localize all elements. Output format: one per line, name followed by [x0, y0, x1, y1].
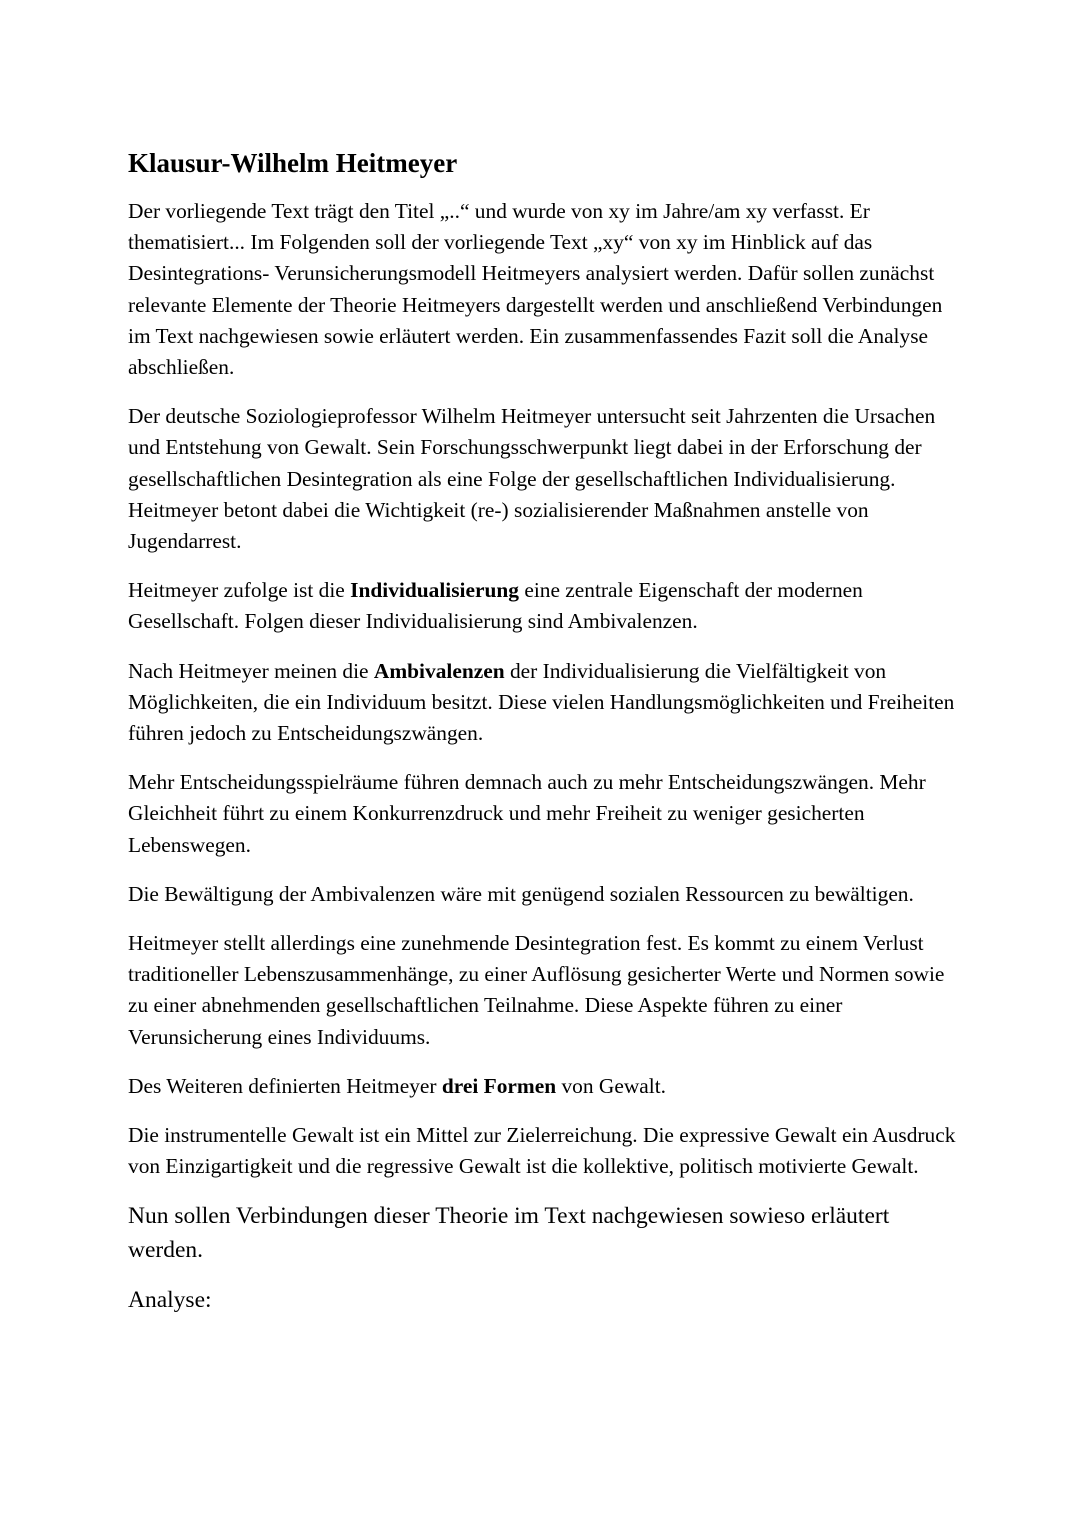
paragraph-desintegration: Heitmeyer stellt allerdings eine zunehmende Desintegration fest. Es kommt zu einem Verlust traditioneller Lebenszusammenhänge, zu einer Auflösung gesicherter Werte und Normen sowie zu einer abnehmenden gesellschaftlichen Teilnahme. Diese Aspekte führen zu einer Verunsicherung eines Individuums. [128, 931, 945, 1049]
text-segment: Nach Heitmeyer meinen die [128, 658, 374, 683]
paragraph-ambivalenzen [128, 656, 958, 750]
paragraph-gewaltformen-intro [128, 1071, 958, 1102]
document-page [128, 143, 958, 1335]
paragraph-gewaltformen: Die instrumentelle Gewalt ist ein Mittel zur Zielerreichung. Die expressive Gewalt ein Ausdruck von Einzigartigkeit und die regressive Gewalt ist die kollektive, politisch motivierte Gewalt. [128, 1123, 956, 1179]
heading-analyse: Analyse: [128, 1287, 212, 1314]
paragraph-entscheidungszwaenge: Mehr Entscheidungsspielräume führen demnach auch zu mehr Entscheidungszwängen. Mehr Gleichheit führt zu einem Konkurrenzdruck und mehr Freiheit zu weniger gesicherten Lebenswegen. [128, 770, 926, 857]
bold-term-ambivalenzen: Ambivalenzen [373, 658, 505, 683]
paragraph-bewaeltigung: Die Bewältigung der Ambivalenzen wäre mit genügend sozialen Ressourcen zu bewältigen. [128, 881, 914, 906]
text-segment: eine zentrale Eigenschaft der modernen Gesellschaft. Folgen dieser Individualisierung sind Ambivalenzen. [128, 578, 863, 634]
paragraph-heitmeyer-background: Der deutsche Soziologieprofessor Wilhelm Heitmeyer untersucht seit Jahrzenten die Ursachen und Entstehung von Gewalt. Sein Forschungsschwerpunkt liegt dabei in der Erforschung der gesellschaftlichen Desintegration als eine Folge der gesellschaftlichen Individualisierung. Heitmeyer betont dabei die Wichtigkeit (re-) sozialisierender Maßnahmen anstelle von Jugendarrest. [128, 404, 936, 554]
paragraph-individualisierung [128, 575, 958, 637]
paragraph-introduction: Der vorliegende Text trägt den Titel „..“ und wurde von xy im Jahre/am xy verfasst. Er thematisiert... Im Folgenden soll der vorliegende Text „xy“ von xy im Hinblick auf das Desintegrations- Verunsicherungsmodell Heitmeyers analysiert werden. Dafür sollen zunächst relevante Elemente der Theorie Heitmeyers dargestellt werden und anschließend Verbindungen im Text nachgewiesen sowie erläutert werden. Ein zusammenfassendes Fazit soll die Analyse abschließen. [128, 199, 943, 380]
paragraph-transition: Nun sollen Verbindungen dieser Theorie im Text nachgewiesen sowieso erläutert werden. [128, 1203, 890, 1263]
text-segment: Heitmeyer zufolge ist die [128, 578, 351, 603]
text-segment: Des Weiteren definierten Heitmeyer [128, 1073, 442, 1098]
bold-term-individualisierung: Individualisierung [350, 578, 519, 603]
text-segment: der Individualisierung die Vielfältigkeit von Möglichkeiten, die ein Individuum besitzt. Diese vielen Handlungsmöglichkeiten und Freiheiten führen jedoch zu Entscheidungszwängen. [128, 658, 955, 746]
text-segment: von Gewalt. [556, 1073, 667, 1098]
bold-term-drei-formen: drei Formen [441, 1073, 557, 1098]
document-title: Klausur-Wilhelm Heitmeyer [128, 148, 458, 178]
